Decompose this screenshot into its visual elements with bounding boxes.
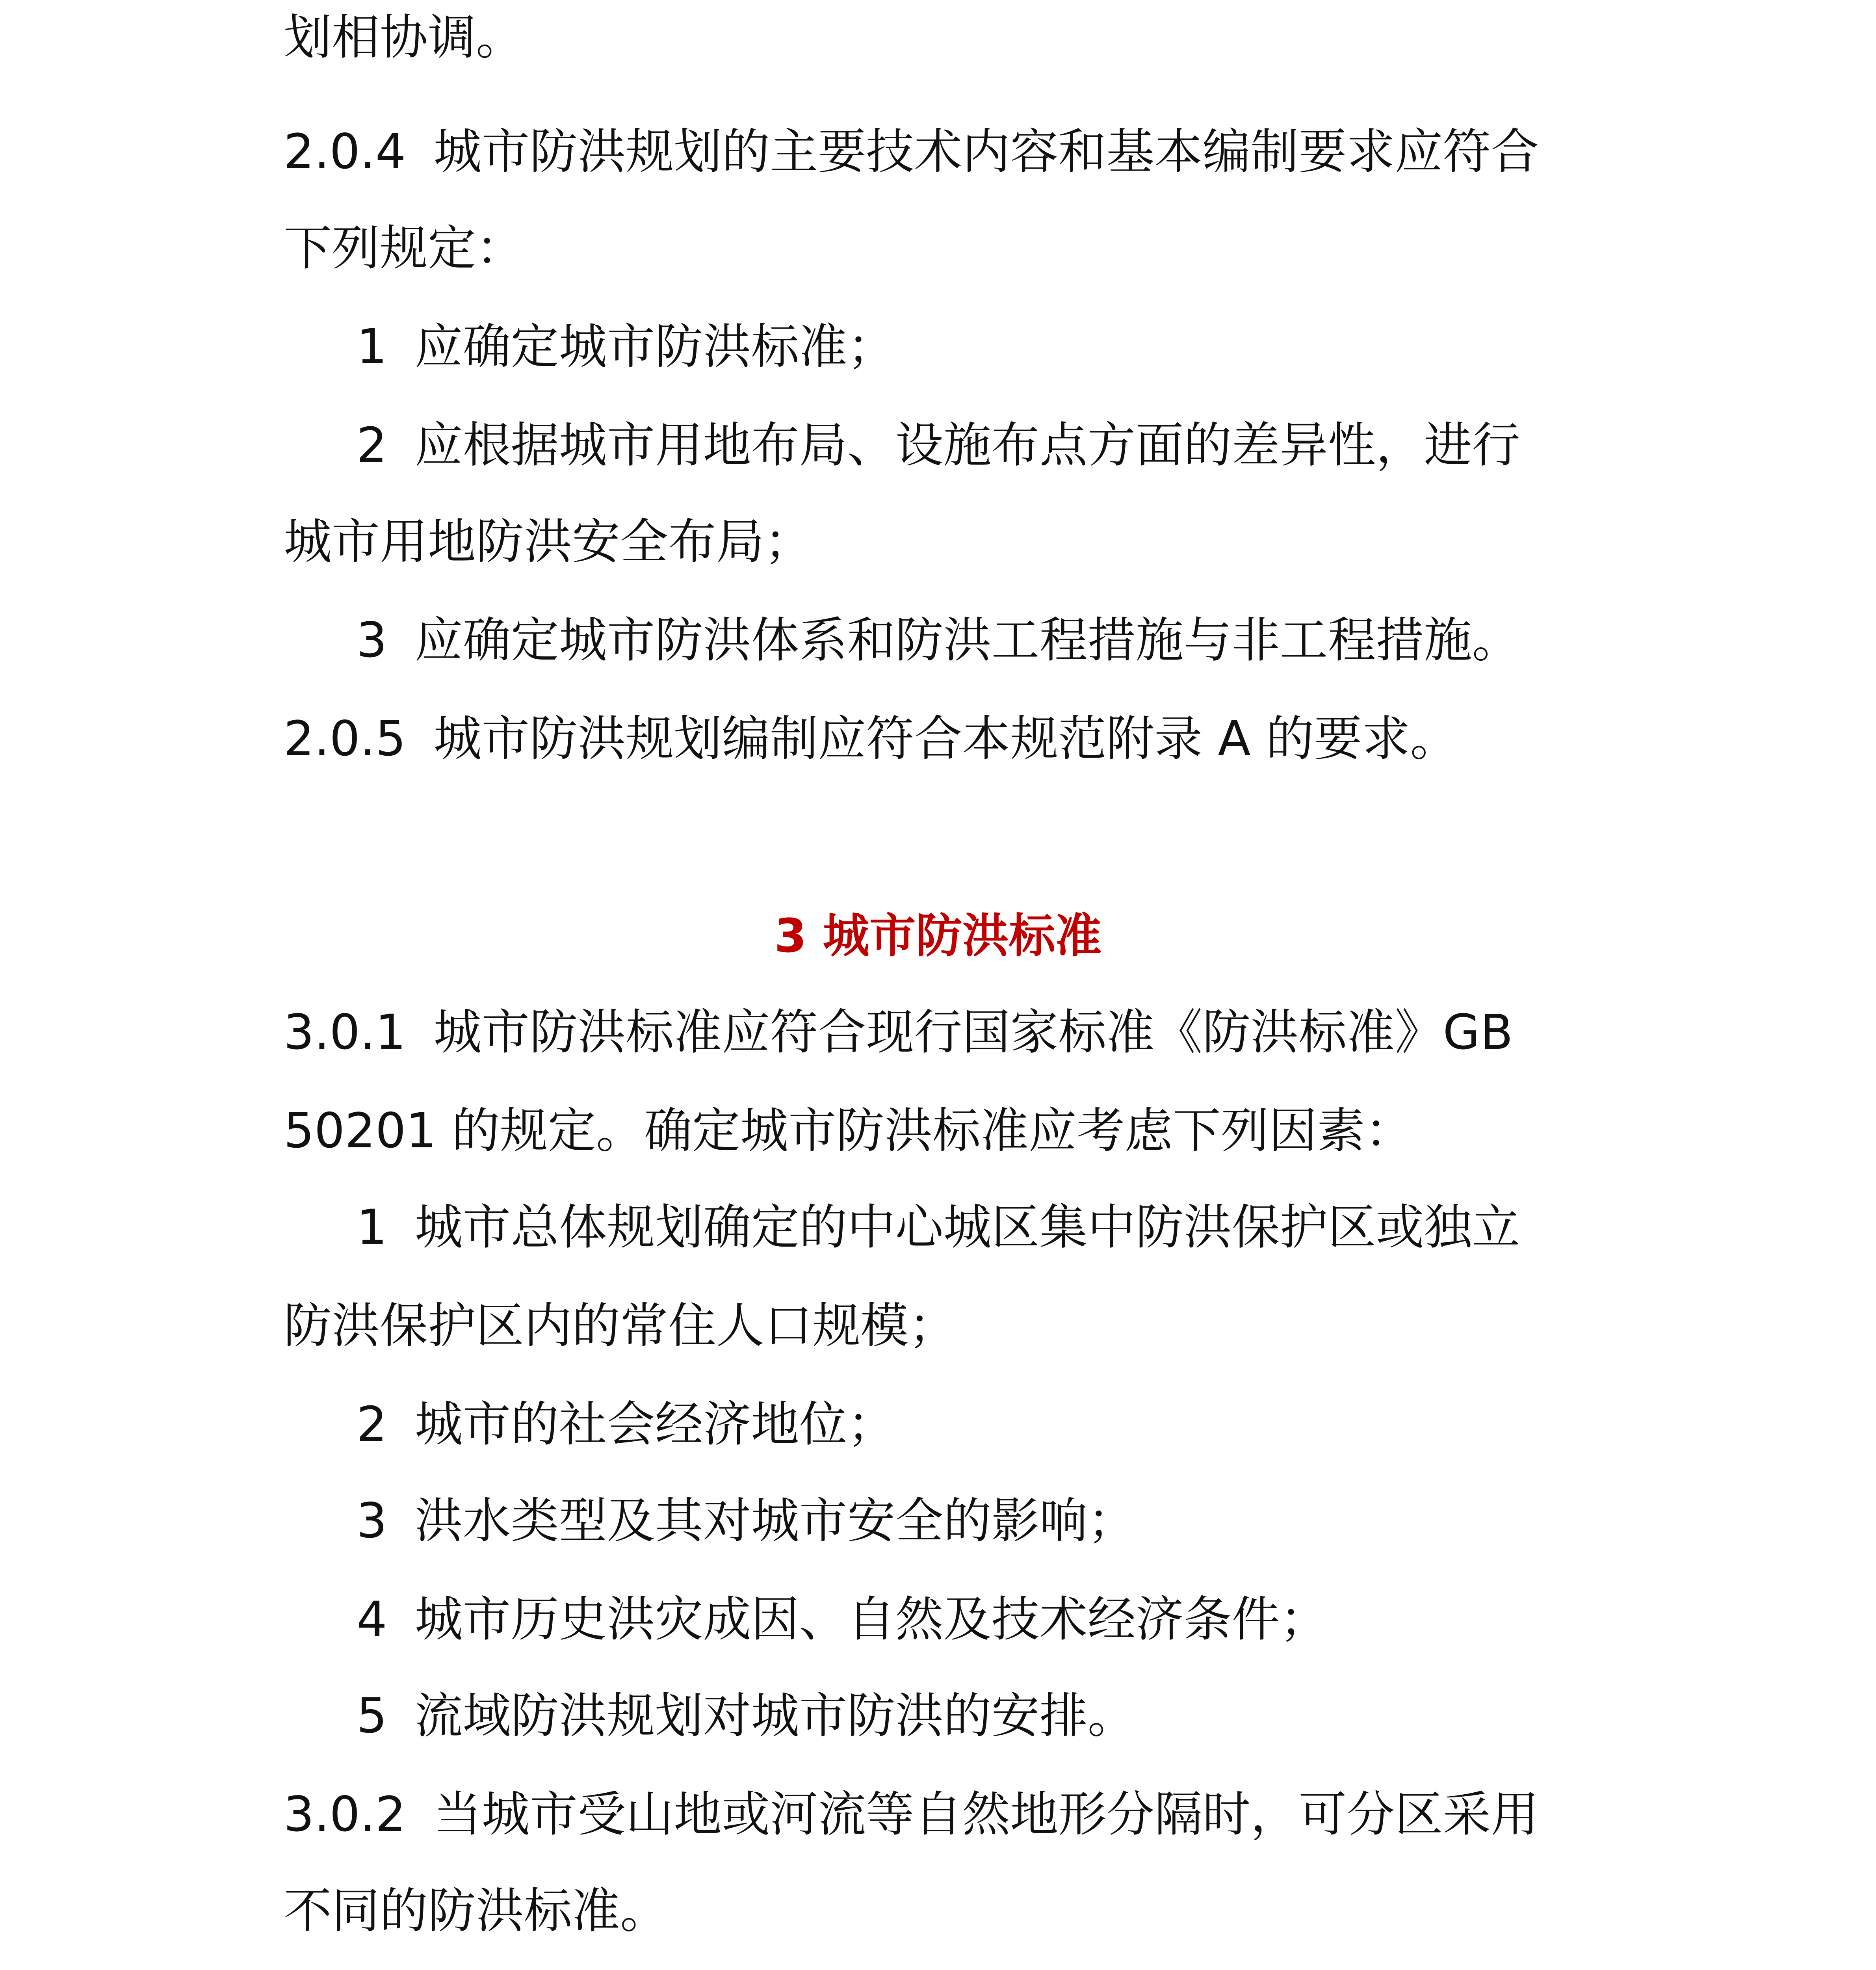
text-line — [284, 8, 524, 67]
item-text: 城市的社会经济地位； — [414, 1396, 895, 1452]
clause-number: 2.0.4 — [284, 124, 406, 180]
clause-number: 3.0.1 — [284, 1004, 406, 1060]
item-number: 2 — [357, 417, 387, 473]
line-text: 下列规定： — [284, 220, 524, 276]
text-line — [284, 1296, 957, 1355]
item-text: 流域防洪规划对城市防洪的安排。 — [414, 1688, 1136, 1744]
line-text: 划相协调。 — [284, 9, 524, 65]
list-item — [357, 1198, 1520, 1257]
item-number: 1 — [357, 319, 387, 375]
list-item — [357, 317, 895, 376]
clause-3-0-1 — [284, 1003, 1513, 1062]
text-line — [284, 1101, 1413, 1160]
line-text: 50201 的规定。确定城市防洪标准应考虑下列因素： — [284, 1103, 1413, 1159]
item-number: 3 — [357, 612, 387, 668]
item-text: 城市历史洪灾成因、自然及技术经济条件； — [414, 1591, 1328, 1647]
clause-text: 城市防洪规划编制应符合本规范附录 A 的要求。 — [433, 711, 1458, 767]
clause-3-0-2 — [284, 1785, 1539, 1844]
item-text: 应根据城市用地布局、设施布点方面的差异性，进行 — [414, 417, 1520, 473]
list-item — [357, 416, 1520, 475]
item-number: 1 — [357, 1199, 387, 1255]
item-number: 5 — [357, 1688, 387, 1744]
item-text: 洪水类型及其对城市安全的影响； — [414, 1493, 1136, 1549]
line-text: 防洪保护区内的常住人口规模； — [284, 1298, 957, 1354]
item-text: 应确定城市防洪标准； — [414, 319, 895, 375]
text-line — [284, 512, 812, 571]
clause-number: 2.0.5 — [284, 711, 406, 767]
item-number: 2 — [357, 1396, 387, 1452]
line-text: 不同的防洪标准。 — [284, 1883, 668, 1939]
line-text: 城市用地防洪安全布局； — [284, 514, 812, 570]
clause-text: 当城市受山地或河流等自然地形分隔时，可分区采用 — [433, 1786, 1539, 1842]
list-item — [357, 1590, 1328, 1649]
item-text: 城市总体规划确定的中心城区集中防洪保护区或独立 — [414, 1199, 1520, 1255]
item-text: 应确定城市防洪体系和防洪工程措施与非工程措施。 — [414, 612, 1520, 668]
text-line — [284, 219, 524, 278]
list-item — [357, 1395, 895, 1454]
clause-text: 城市防洪标准应符合现行国家标准《防洪标准》GB — [433, 1004, 1513, 1060]
list-item — [357, 1491, 1136, 1550]
list-item — [357, 611, 1520, 670]
list-item — [357, 1686, 1136, 1745]
clause-2-0-4 — [284, 122, 1539, 181]
item-number: 3 — [357, 1493, 387, 1549]
clause-2-0-5 — [284, 709, 1458, 768]
text-line — [284, 1881, 668, 1940]
clause-text: 城市防洪规划的主要技术内容和基本编制要求应符合 — [433, 124, 1539, 180]
item-number: 4 — [357, 1591, 387, 1647]
section-heading: 3 城市防洪标准 — [774, 909, 1102, 963]
clause-number: 3.0.2 — [284, 1786, 406, 1842]
